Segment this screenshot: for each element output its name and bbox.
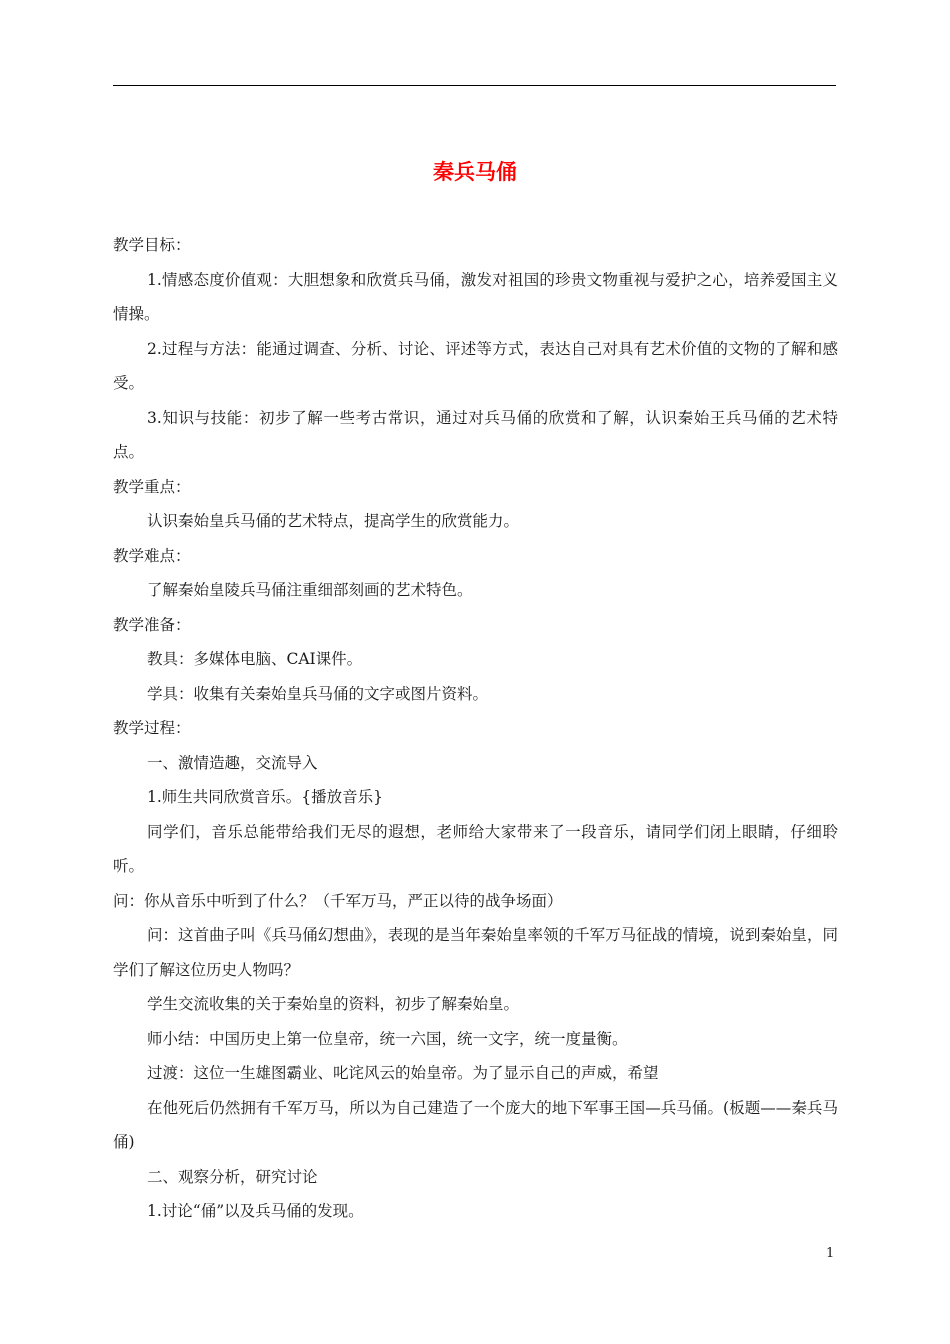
paragraph: 教学准备： bbox=[113, 615, 191, 634]
paragraph: 教学目标： bbox=[113, 236, 191, 254]
paragraph: 1.师生共同欣赏音乐。{播放音乐} bbox=[147, 788, 384, 806]
paragraph: 问：这首曲子叫《兵马俑幻想曲》，表现的是当年秦始皇率领的千军万马征战的情境，说到秦始皇，同学们了解这位历史人物吗？ bbox=[113, 926, 838, 979]
paragraph: 学具：收集有关秦始皇兵马俑的文字或图片资料。 bbox=[147, 684, 489, 703]
paragraph: 在他死后仍然拥有千军万马，所以为自己建造了一个庞大的地下军事王国—兵马俑。(板题——秦兵马俑) bbox=[113, 1098, 838, 1151]
paragraph: 1.情感态度价值观：大胆想象和欣赏兵马俑，激发对祖国的珍贵文物重视与爱护之心，培养爱国主义情操。 bbox=[113, 270, 838, 323]
paragraph: 教学重点： bbox=[113, 477, 191, 496]
paragraph: 师小结：中国历史上第一位皇帝，统一六国，统一文字，统一度量衡。 bbox=[147, 1029, 628, 1048]
paragraph: 教学过程： bbox=[113, 719, 191, 737]
document-body bbox=[113, 228, 838, 1229]
header-rule bbox=[113, 85, 836, 86]
paragraph: 学生交流收集的关于秦始皇的资料，初步了解秦始皇。 bbox=[147, 995, 520, 1013]
page-title: 秦兵马俑 bbox=[433, 160, 517, 184]
paragraph: 二、观察分析，研究讨论 bbox=[147, 1167, 318, 1186]
paragraph: 同学们，音乐总能带给我们无尽的遐想，老师给大家带来了一段音乐，请同学们闭上眼睛，仔细聆听。 bbox=[113, 822, 838, 875]
paragraph: 了解秦始皇陵兵马俑注重细部刻画的艺术特色。 bbox=[147, 581, 473, 599]
paragraph: 过渡：这位一生雄图霸业、叱诧风云的始皇帝。为了显示自己的声威，希望 bbox=[147, 1064, 659, 1082]
paragraph: 问：你从音乐中听到了什么？（千军万马，严正以待的战争场面） bbox=[113, 891, 563, 910]
paragraph: 3.知识与技能：初步了解一些考古常识，通过对兵马俑的欣赏和了解，认识秦始王兵马俑的艺术特点。 bbox=[113, 408, 838, 461]
paragraph: 2.过程与方法：能通过调查、分析、讨论、评述等方式，表达自己对具有艺术价值的文物的了解和感受。 bbox=[113, 339, 838, 392]
paragraph: 教具：多媒体电脑、CAI课件。 bbox=[147, 650, 363, 668]
paragraph: 1.讨论“俑”以及兵马俑的发现。 bbox=[147, 1202, 364, 1220]
paragraph: 教学难点： bbox=[113, 546, 191, 565]
paragraph: 一、激情造趣，交流导入 bbox=[147, 753, 318, 772]
page-number: 1 bbox=[826, 1246, 835, 1261]
paragraph: 认识秦始皇兵马俑的艺术特点，提高学生的欣赏能力。 bbox=[147, 512, 520, 530]
